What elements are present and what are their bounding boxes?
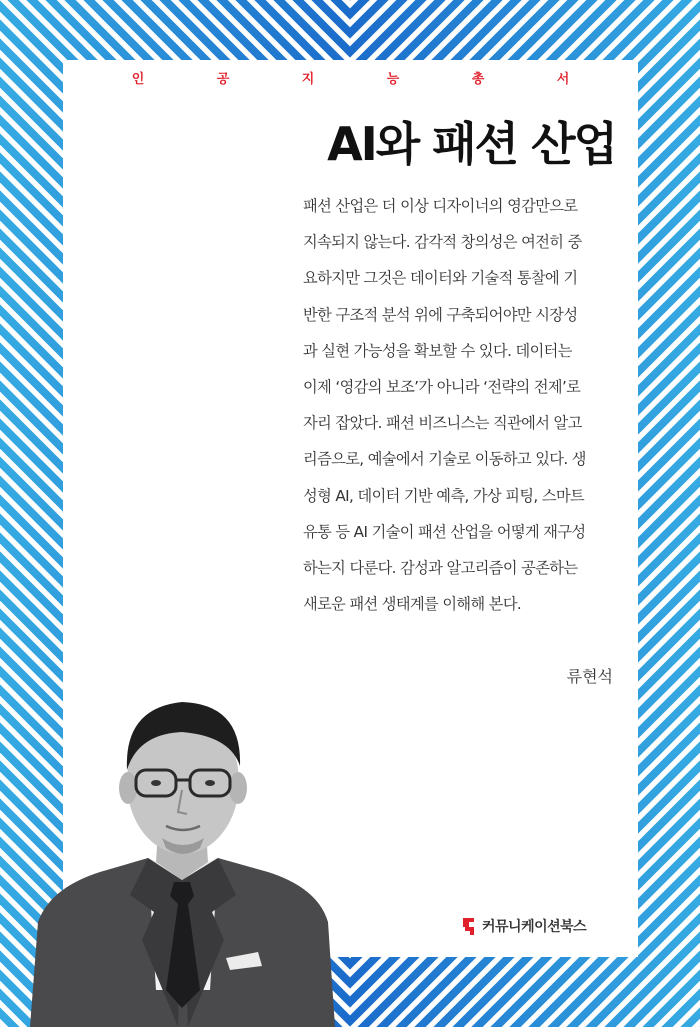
- publisher-mark-icon: [462, 916, 476, 936]
- description-line: 요하지만 그것은 데이터와 기술적 통찰에 기: [303, 269, 578, 288]
- book-description: [303, 188, 623, 622]
- description-line: 새로운 패션 생태계를 이해해 본다.: [303, 595, 522, 614]
- author-portrait: [30, 690, 335, 1027]
- description-line: 유통 등 AI 기술이 패션 산업을 어떻게 재구성: [303, 522, 586, 541]
- description-line: 반한 구조적 분석 위에 구축되어야만 시장성: [303, 305, 578, 324]
- description-line: 이제 ‘영감의 보조’가 아니라 ‘전략의 전제’로: [303, 378, 581, 397]
- description-line: 지속되지 않는다. 감각적 창의성은 여전히 중: [303, 233, 582, 252]
- author-name: 류현석: [566, 667, 613, 686]
- series-char: 총: [471, 72, 485, 87]
- description-line: 하는지 다룬다. 감성과 알고리즘이 공존하는: [303, 559, 578, 578]
- series-char: 서: [556, 72, 570, 87]
- description-line: 자리 잡았다. 패션 비즈니스는 직관에서 알고: [303, 414, 582, 433]
- description-line: 성형 AI, 데이터 기반 예측, 가상 피팅, 스마트: [303, 486, 585, 505]
- series-label: [63, 68, 638, 87]
- series-char: 지: [301, 72, 315, 87]
- series-char: 인: [131, 72, 145, 87]
- publisher-logo: [462, 916, 586, 936]
- book-title: AI와 패션 산업: [327, 117, 616, 171]
- series-char: 공: [216, 72, 230, 87]
- description-line: 리즘으로, 예술에서 기술로 이동하고 있다. 생: [303, 450, 586, 469]
- description-line: 과 실현 가능성을 확보할 수 있다. 데이터는: [303, 341, 572, 360]
- publisher-name: 커뮤니케이션북스: [482, 919, 587, 935]
- series-char: 능: [386, 72, 400, 87]
- description-line: 패션 산업은 더 이상 디자이너의 영감만으로: [303, 197, 578, 215]
